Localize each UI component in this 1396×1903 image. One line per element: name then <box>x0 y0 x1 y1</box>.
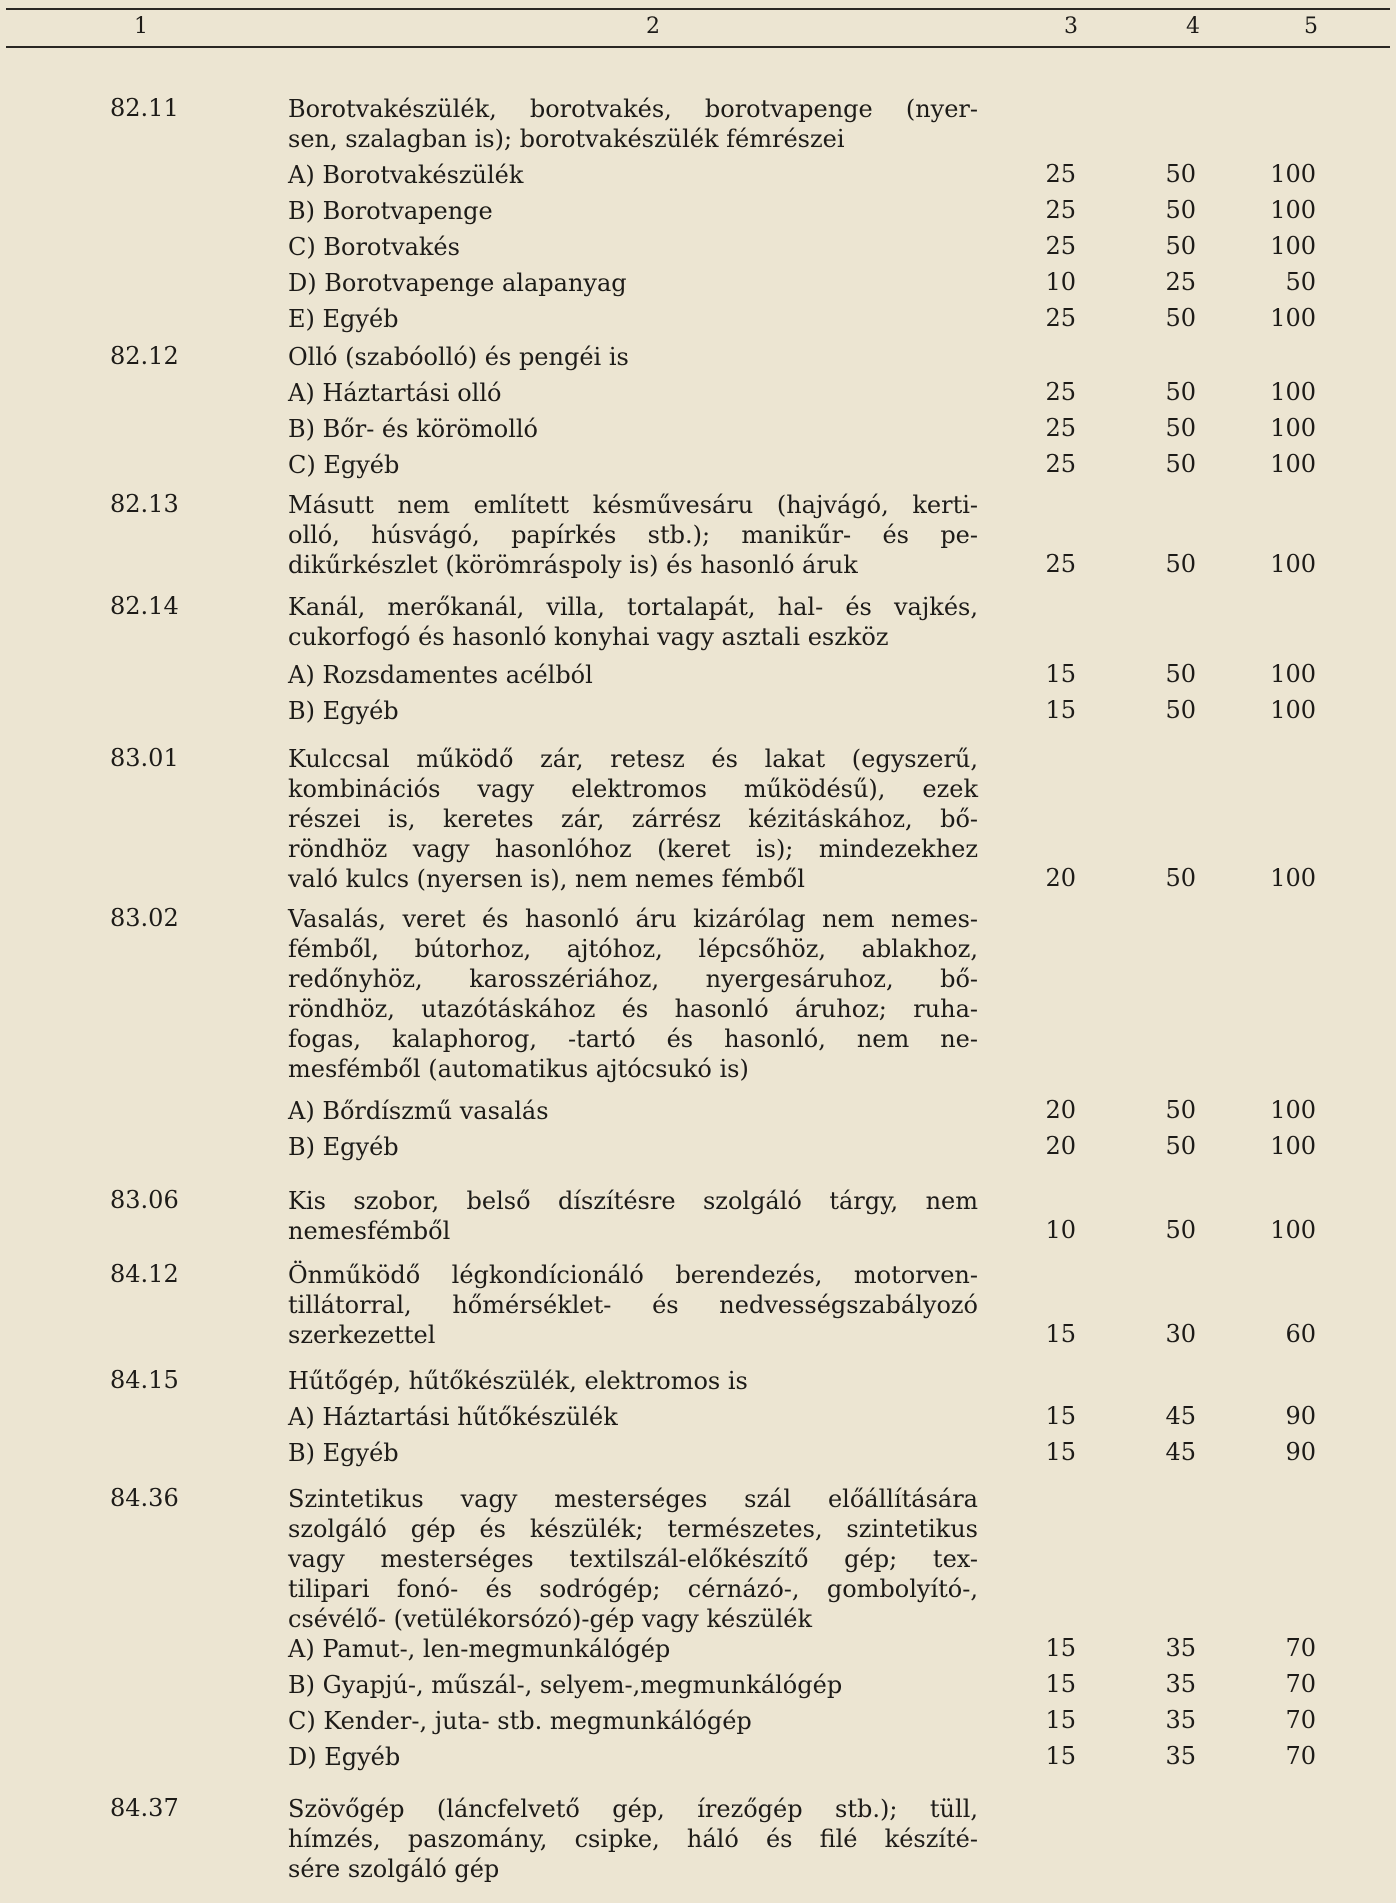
item-description <box>288 160 978 190</box>
tariff-code: 82.11 <box>110 94 179 122</box>
rate-col-3: 25 <box>1045 550 1076 578</box>
rate-col-5: 50 <box>1285 268 1316 296</box>
item-description <box>288 414 978 444</box>
description-line: csévélő- (vetülékorsózó)-gép vagy készülék <box>288 1605 813 1633</box>
rate-col-5: 100 <box>1270 1132 1316 1160</box>
tariff-code: 84.15 <box>110 1366 179 1394</box>
description-line: Kanál, merőkanál, villa, tortalapát, hal- és vajkés, <box>288 593 978 621</box>
item-description <box>288 1366 978 1396</box>
tariff-code: 82.13 <box>110 490 179 518</box>
subitem-label: C) Kender-, juta- stb. megmunkálógép <box>288 1707 752 1735</box>
rate-col-5: 70 <box>1285 1742 1316 1770</box>
description-line: hímzés, paszomány, csipke, háló és filé készíté- <box>288 1825 978 1853</box>
rate-col-5: 100 <box>1270 378 1316 406</box>
tariff-code: 84.12 <box>110 1260 179 1288</box>
tariff-code: 84.36 <box>110 1484 179 1512</box>
rate-col-4: 50 <box>1165 660 1196 688</box>
col-header-2: 2 <box>646 14 660 39</box>
description-line: Vasalás, veret és hasonló áru kizárólag nem nemes- <box>288 905 978 933</box>
description-line: mesfémből (automatikus ajtócsukó is) <box>288 1055 749 1083</box>
rate-col-4: 30 <box>1165 1320 1196 1348</box>
rate-col-5: 100 <box>1270 550 1316 578</box>
item-description <box>288 342 978 372</box>
subitem-label: B) Borotvapenge <box>288 197 493 225</box>
top-rule <box>6 8 1390 10</box>
rate-col-4: 35 <box>1165 1706 1196 1734</box>
subitem-label: D) Borotvapenge alapanyag <box>288 269 627 297</box>
item-description <box>288 196 978 226</box>
item-description <box>288 1484 978 1634</box>
item-description <box>288 1706 978 1736</box>
description-line: röndhöz, utazótáskához és hasonló áruhoz; ruha- <box>288 995 978 1023</box>
item-description <box>288 268 978 298</box>
rate-col-3: 25 <box>1045 450 1076 478</box>
rate-col-5: 100 <box>1270 160 1316 188</box>
description-line: részei is, keretes zár, zárrész kézitáskához, bő- <box>288 805 978 833</box>
rate-col-3: 15 <box>1045 1320 1076 1348</box>
rate-col-5: 100 <box>1270 414 1316 442</box>
tariff-code: 82.14 <box>110 592 179 620</box>
rate-col-4: 50 <box>1165 1132 1196 1160</box>
rate-col-4: 50 <box>1165 450 1196 478</box>
rate-col-3: 25 <box>1045 304 1076 332</box>
rate-col-5: 100 <box>1270 1096 1316 1124</box>
subitem-label: A) Pamut-, len-megmunkálógép <box>288 1635 671 1663</box>
description-line: nemesfémből <box>288 1217 451 1245</box>
description-line: sére szolgáló gép <box>288 1855 500 1883</box>
rate-col-4: 50 <box>1165 864 1196 892</box>
rate-col-4: 35 <box>1165 1670 1196 1698</box>
rate-col-4: 35 <box>1165 1742 1196 1770</box>
subitem-label: A) Háztartási olló <box>288 379 502 407</box>
rate-col-3: 20 <box>1045 864 1076 892</box>
subitem-label: C) Egyéb <box>288 451 400 479</box>
description-line: szerkezettel <box>288 1321 436 1349</box>
description-line: tilipari fonó- és sodrógép; cérnázó-, gombolyító-, <box>288 1575 978 1603</box>
rate-col-4: 35 <box>1165 1634 1196 1662</box>
col-header-5: 5 <box>1304 14 1318 39</box>
subitem-label: A) Háztartási hűtőkészülék <box>288 1403 618 1431</box>
rate-col-5: 100 <box>1270 450 1316 478</box>
subitem-label: B) Bőr- és körömolló <box>288 415 538 443</box>
subitem-label: A) Rozsdamentes acélból <box>288 661 593 689</box>
item-description <box>288 592 978 652</box>
rate-col-5: 100 <box>1270 304 1316 332</box>
rate-col-3: 15 <box>1045 1706 1076 1734</box>
rate-col-4: 45 <box>1165 1402 1196 1430</box>
tariff-code: 84.37 <box>110 1794 179 1822</box>
rate-col-5: 100 <box>1270 864 1316 892</box>
description-line: cukorfogó és hasonló konyhai vagy asztali eszköz <box>288 623 889 651</box>
description-line: fogas, kalaphorog, -tartó és hasonló, nem ne- <box>288 1025 978 1053</box>
item-description <box>288 744 978 894</box>
item-description <box>288 490 978 580</box>
item-description <box>288 1670 978 1700</box>
subitem-label: B) Gyapjú-, műszál-, selyem-,megmunkálógép <box>288 1671 843 1699</box>
rate-col-3: 15 <box>1045 660 1076 688</box>
rate-col-3: 25 <box>1045 378 1076 406</box>
rate-col-5: 70 <box>1285 1634 1316 1662</box>
header-rule <box>6 46 1390 48</box>
item-description <box>288 232 978 262</box>
item-description <box>288 1634 978 1664</box>
item-description <box>288 696 978 726</box>
rate-col-5: 90 <box>1285 1402 1316 1430</box>
description-line: dikűrkészlet (körömráspoly is) és hasonló áruk <box>288 551 858 579</box>
item-description <box>288 450 978 480</box>
description-line: röndhöz vagy hasonlóhoz (keret is); mindezekhez <box>288 835 978 863</box>
rate-col-4: 25 <box>1165 268 1196 296</box>
description-line: Másutt nem említett késművesáru (hajvágó, kerti- <box>288 491 978 519</box>
rate-col-3: 15 <box>1045 1634 1076 1662</box>
description-line: olló, húsvágó, papírkés stb.); manikűr- és pe- <box>288 521 978 549</box>
rate-col-4: 50 <box>1165 304 1196 332</box>
rate-col-5: 90 <box>1285 1438 1316 1466</box>
tariff-code: 83.02 <box>110 904 179 932</box>
item-description <box>288 1096 978 1126</box>
subitem-label: C) Borotvakés <box>288 233 460 261</box>
rate-col-3: 15 <box>1045 1402 1076 1430</box>
tariff-code: 82.12 <box>110 342 179 370</box>
tariff-code: 83.01 <box>110 744 179 772</box>
rate-col-3: 25 <box>1045 160 1076 188</box>
rate-col-5: 70 <box>1285 1706 1316 1734</box>
rate-col-3: 15 <box>1045 696 1076 724</box>
rate-col-3: 25 <box>1045 414 1076 442</box>
subitem-label: B) Egyéb <box>288 1439 399 1467</box>
description-line: Borotvakészülék, borotvakés, borotvapenge (nyer- <box>288 95 978 123</box>
subitem-label: B) Egyéb <box>288 1133 399 1161</box>
rate-col-3: 25 <box>1045 232 1076 260</box>
rate-col-4: 50 <box>1165 1096 1196 1124</box>
subitem-label: B) Egyéb <box>288 697 399 725</box>
rate-col-4: 50 <box>1165 160 1196 188</box>
item-description <box>288 304 978 334</box>
item-description <box>288 904 978 1084</box>
item-description <box>288 1132 978 1162</box>
rate-col-5: 100 <box>1270 1216 1316 1244</box>
rate-col-3: 15 <box>1045 1438 1076 1466</box>
description-line: kombinációs vagy elektromos működésű), ezek <box>288 775 978 803</box>
rate-col-4: 45 <box>1165 1438 1196 1466</box>
rate-col-5: 100 <box>1270 232 1316 260</box>
description-line: szolgáló gép és készülék; természetes, szintetikus <box>288 1515 978 1543</box>
rate-col-3: 10 <box>1045 268 1076 296</box>
col-header-4: 4 <box>1186 14 1200 39</box>
rate-col-4: 50 <box>1165 196 1196 224</box>
description-line: vagy mesterséges textilszál-előkészítő gép; tex- <box>288 1545 978 1573</box>
tariff-code: 83.06 <box>110 1186 179 1214</box>
rate-col-4: 50 <box>1165 550 1196 578</box>
rate-col-3: 25 <box>1045 196 1076 224</box>
description-line: Hűtőgép, hűtőkészülék, elektromos is <box>288 1367 748 1395</box>
rate-col-4: 50 <box>1165 232 1196 260</box>
rate-col-3: 15 <box>1045 1742 1076 1770</box>
item-description <box>288 1438 978 1468</box>
rate-col-4: 50 <box>1165 378 1196 406</box>
description-line: Olló (szabóolló) és pengéi is <box>288 343 629 371</box>
rate-col-4: 50 <box>1165 1216 1196 1244</box>
description-line: Önműködő légkondícionáló berendezés, motorven- <box>288 1261 978 1289</box>
item-description <box>288 660 978 690</box>
rate-col-4: 50 <box>1165 696 1196 724</box>
item-description <box>288 1794 978 1884</box>
description-line: Kis szobor, belső díszítésre szolgáló tárgy, nem <box>288 1187 978 1215</box>
subitem-label: E) Egyéb <box>288 305 399 333</box>
item-description <box>288 378 978 408</box>
description-line: Szövőgép (láncfelvető gép, írezőgép stb.); tüll, <box>288 1795 978 1823</box>
description-line: való kulcs (nyersen is), nem nemes fémből <box>288 865 805 893</box>
item-description <box>288 1402 978 1432</box>
rate-col-5: 70 <box>1285 1670 1316 1698</box>
subitem-label: D) Egyéb <box>288 1743 401 1771</box>
rate-col-5: 100 <box>1270 196 1316 224</box>
description-line: tillátorral, hőmérséklet- és nedvességszabályozó <box>288 1291 978 1319</box>
subitem-label: A) Borotvakészülék <box>288 161 524 189</box>
rate-col-4: 50 <box>1165 414 1196 442</box>
description-line: Kulccsal működő zár, retesz és lakat (egyszerű, <box>288 745 978 773</box>
description-line: sen, szalagban is); borotvakészülék fémrészei <box>288 125 845 153</box>
rate-col-3: 20 <box>1045 1096 1076 1124</box>
col-header-1: 1 <box>134 14 148 39</box>
rate-col-3: 20 <box>1045 1132 1076 1160</box>
item-description <box>288 1742 978 1772</box>
rate-col-5: 100 <box>1270 696 1316 724</box>
item-description <box>288 1260 978 1350</box>
description-line: Szintetikus vagy mesterséges szál előállítására <box>288 1485 978 1513</box>
subitem-label: A) Bőrdíszmű vasalás <box>288 1097 549 1125</box>
col-header-3: 3 <box>1064 14 1078 39</box>
rate-col-3: 15 <box>1045 1670 1076 1698</box>
description-line: fémből, bútorhoz, ajtóhoz, lépcsőhöz, ablakhoz, <box>288 935 978 963</box>
rate-col-5: 60 <box>1285 1320 1316 1348</box>
rate-col-5: 100 <box>1270 660 1316 688</box>
item-description <box>288 94 978 154</box>
rate-col-3: 10 <box>1045 1216 1076 1244</box>
description-line: redőnyhöz, karosszériához, nyergesáruhoz, bő- <box>288 965 978 993</box>
item-description <box>288 1186 978 1246</box>
